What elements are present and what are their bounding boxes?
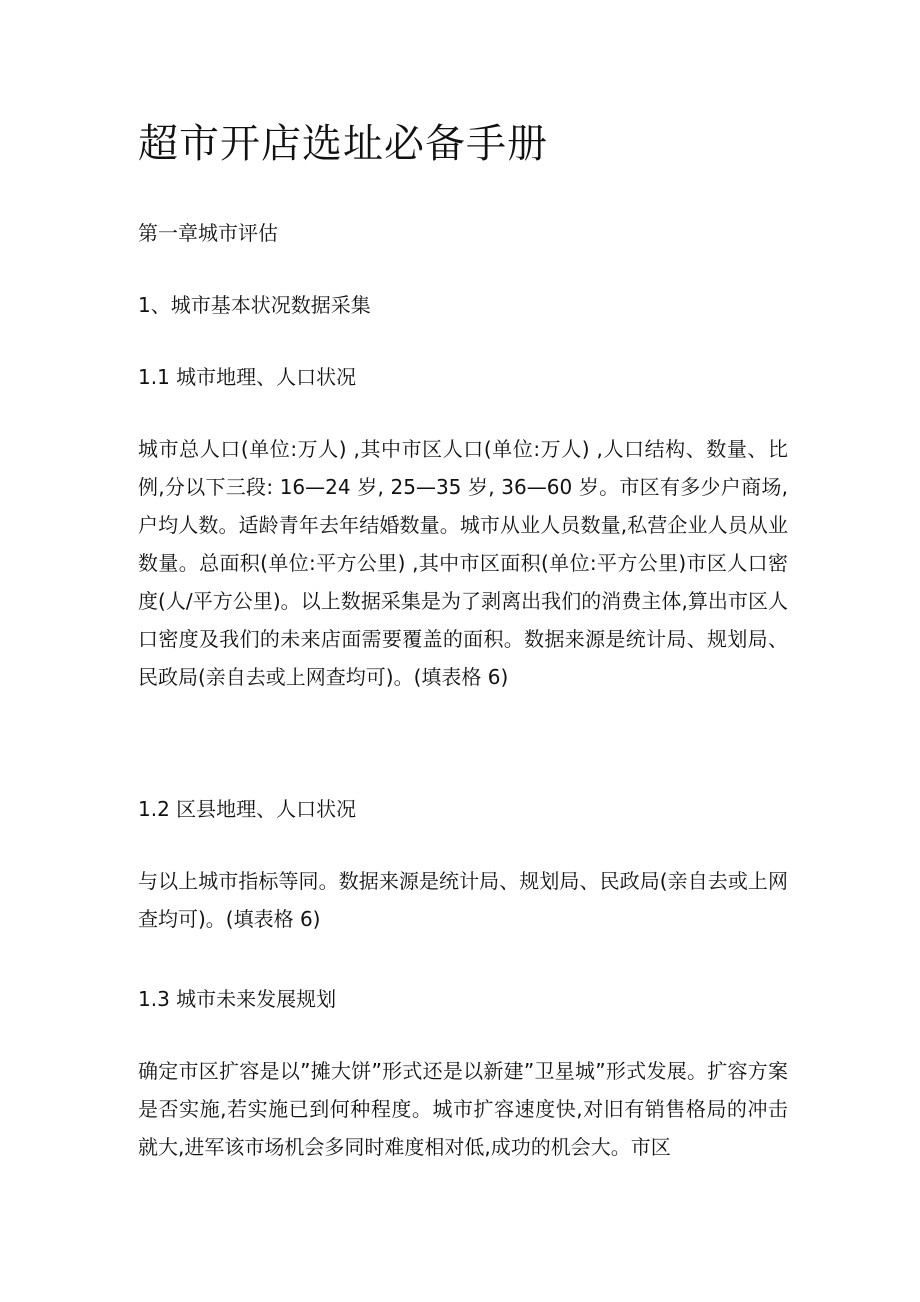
- document-title: 超市开店选址必备手册: [138, 121, 548, 167]
- body-paragraph: 确定市区扩容是以”摊大饼”形式还是以新建”卫星城”形式发展。扩容方案是否实施,若实施已到何种程度。城市扩容速度快,对旧有销售格局的冲击就大,进军该市场机会多同时难度相对低,成功的机会大。市区: [138, 1059, 788, 1159]
- body-paragraph: 与以上城市指标等同。数据来源是统计局、规划局、民政局(亲自去或上网查均可)。(填表格 6): [138, 869, 788, 931]
- subsection-heading: 1.2 区县地理、人口状况: [138, 797, 357, 821]
- section-heading: 1、城市基本状况数据采集: [138, 293, 371, 317]
- body-paragraph: 城市总人口(单位:万人) ,其中市区人口(单位:万人) ,人口结构、数量、比例,分以下三段: 16—24 岁, 25—35 岁, 36—60 岁。市区有多少户商场,户均人数。适龄青年去年结婚数量。城市从业人员数量,私营企业人员从业数量。总面积(单位:平方公里) ,其中市区面积(单位:平方公里)市区人口密度(人/平方公里)。以上数据采集是为了剥离出我们的消费主体,算出市区人口密度及我们的未来店面需要覆盖的面积。数据来源是统计局、规划局、民政局(亲自去或上网查均可)。(填表格 6): [138, 437, 788, 689]
- chapter-heading: 第一章城市评估: [138, 221, 278, 245]
- subsection-heading: 1.3 城市未来发展规划: [138, 987, 337, 1011]
- subsection-heading: 1.1 城市地理、人口状况: [138, 365, 357, 389]
